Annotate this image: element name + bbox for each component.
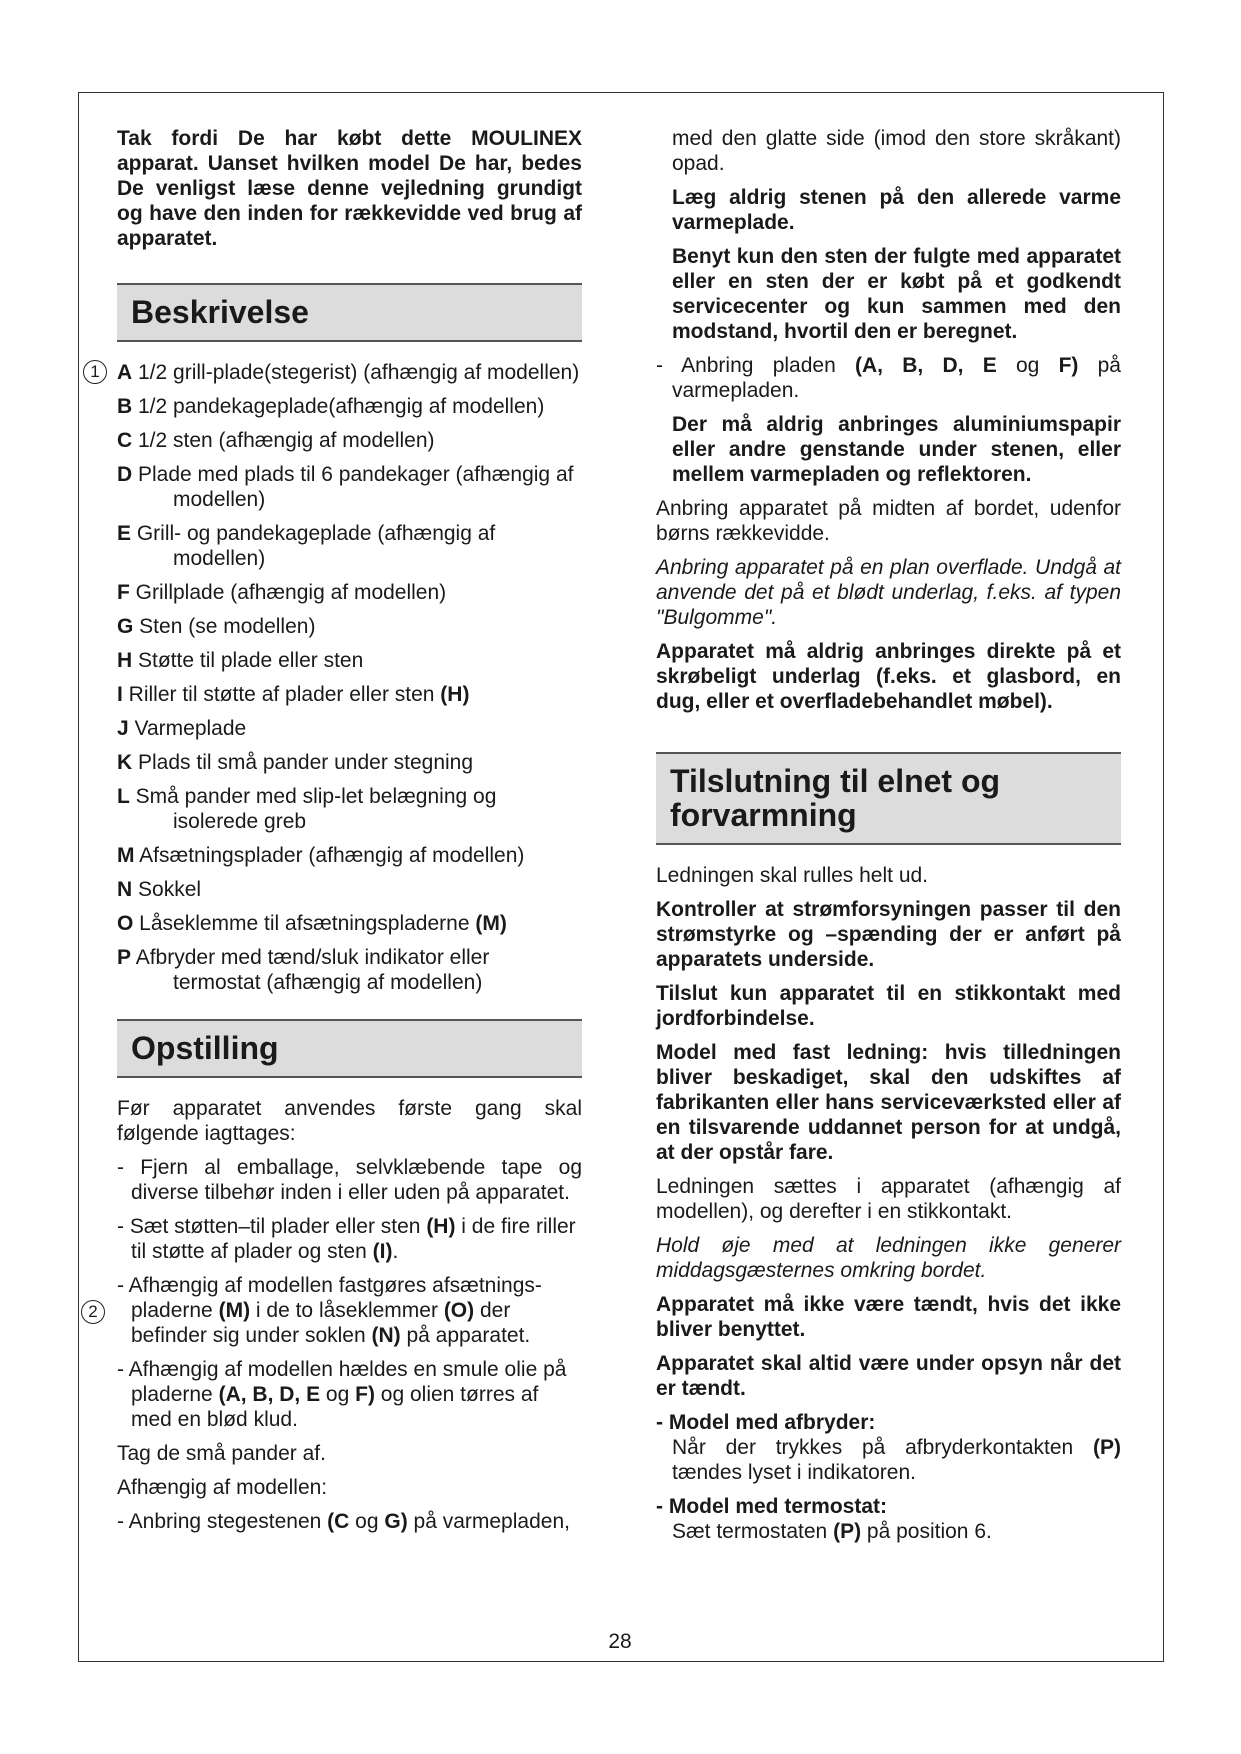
opstilling-intro: Før apparatet anvendes første gang skal følgende iagttages: <box>117 1097 582 1145</box>
opstilling-bullet-packaging: - Fjern al emballage, selvklæbende tape og diverse tilbehør inden i eller uden på apparatet. <box>117 1156 582 1204</box>
description-item-text: 1/2 pandekageplade(afhængig af modellen) <box>132 395 545 418</box>
description-item-letter: C <box>117 429 133 452</box>
description-item-letter: E <box>117 522 132 545</box>
description-item <box>117 911 582 936</box>
description-item-letter: M <box>117 844 135 867</box>
section-heading-tilslutning: Tilslutning til elnet og forvarmning <box>656 752 1121 845</box>
description-item <box>117 394 582 419</box>
bullet-place-plate: - Anbring pladen (A, B, D, E og F) på varmepladen. <box>656 354 1121 402</box>
description-item-text: Låseklemme til afsætningspladerne <box>133 912 476 935</box>
warning-fixed-cord: Model med fast ledning: hvis tilledningen bliver beskadiget, skal den udskiftes af fabrikanten eller hans serviceværksted eller af en tilsvarende uddannet person for at undgå, at der opstår fare. <box>656 1041 1121 1164</box>
description-item-letter: A <box>117 361 133 384</box>
model-switch-block <box>656 1410 1121 1485</box>
section-heading-opstilling: Opstilling <box>117 1019 582 1078</box>
left-column <box>88 126 582 1543</box>
description-item-letter: N <box>117 878 133 901</box>
opstilling-para-pans: Tag de små pander af. <box>117 1442 326 1465</box>
description-item-letter: G <box>117 615 134 638</box>
description-item-text: Sten (se modellen) <box>133 615 316 638</box>
description-item-ref: (H) <box>440 683 470 706</box>
description-item-text: Varmeplade <box>128 717 247 740</box>
description-item <box>117 750 582 775</box>
description-item-text: Små pander med slip-let belægning og isolerede greb <box>129 785 497 833</box>
description-item <box>117 462 582 512</box>
warning-power-supply: Kontroller at strømforsyningen passer til den strømstyrke og –spænding der er anført på apparatets underside. <box>656 898 1121 971</box>
description-item <box>117 784 582 834</box>
opstilling-bullet-plates: 2 - Afhængig af modellen fastgøres afsætnings-pladerne (M) i de to låseklemmer (O) der befinder sig under soklen (N) på apparatet. <box>117 1273 582 1348</box>
description-item-text: Riller til støtte af plader eller sten <box>122 683 441 706</box>
model-thermostat-text: Sæt termostaten (P) på position 6. <box>672 1520 992 1543</box>
description-item-text: Afsætningsplader (afhængig af modellen) <box>134 844 525 867</box>
description-item <box>117 945 582 995</box>
right-continuation: med den glatte side (imod den store skråkant) opad. <box>672 127 1121 175</box>
warning-fragile-surface: Apparatet må aldrig anbringes direkte på et skrøbeligt underlag (f.eks. et glasbord, en dug, eller et overfladebehandlet møbel). <box>656 640 1121 713</box>
italic-flat-surface: Anbring apparatet på en plan overflade. Undgå at anvende det på et blødt underlag, f.eks. af typen "Bulgomme". <box>656 556 1121 629</box>
right-column <box>656 126 1121 1544</box>
warning-stone-only: Benyt kun den sten der fulgte med apparatet eller en sten der er købt på et godkendt servicecenter og kun sammen med den modstand, hvortil den er beregnet. <box>672 245 1121 343</box>
warning-hot-plate: Læg aldrig stenen på den allerede varme varmeplade. <box>672 186 1121 234</box>
section-heading-beskrivelse: Beskrivelse <box>117 283 582 342</box>
para-unroll-cord: Ledningen skal rulles helt ud. <box>656 864 929 887</box>
description-item <box>117 716 582 741</box>
model-switch-title: - Model med afbryder: <box>656 1411 876 1434</box>
description-item <box>117 521 582 571</box>
description-item <box>117 877 582 902</box>
description-list <box>90 360 582 995</box>
opstilling-bullet-support: - Sæt støtten–til plader eller sten (H) i de fire riller til støtte af plader og sten (I). <box>117 1215 576 1263</box>
description-item-text: Støtte til plade eller sten <box>132 649 364 672</box>
description-item <box>117 614 582 639</box>
description-item <box>117 843 582 868</box>
figure-reference-1: 1 <box>83 360 107 384</box>
para-insert-cord: Ledningen sættes i apparatet (afhængig af modellen), og derefter i en stikkontakt. <box>656 1175 1121 1223</box>
description-item <box>117 428 582 453</box>
description-item-letter: O <box>117 912 134 935</box>
page-number: 28 <box>608 1630 632 1653</box>
opstilling-para-model: Afhængig af modellen: <box>117 1476 328 1499</box>
description-item-letter: P <box>117 946 132 969</box>
description-item-letter: B <box>117 395 133 418</box>
description-item-letter: H <box>117 649 133 672</box>
description-item-letter: F <box>117 581 130 604</box>
description-item-text: Plade med plads til 6 pandekager (afhængig af modellen) <box>132 463 574 511</box>
description-item <box>117 682 582 707</box>
description-item-ref: (M) <box>475 912 507 935</box>
warning-supervision: Apparatet skal altid være under opsyn når det er tændt. <box>656 1352 1121 1400</box>
warning-aluminium: Der må aldrig anbringes aluminiumspapir eller andre genstande under stenen, eller mellem varmepladen og reflektoren. <box>672 413 1121 486</box>
figure-reference-2: 2 <box>81 1300 105 1324</box>
model-switch-text: Når der trykkes på afbryderkontakten (P) tændes lyset i indikatoren. <box>672 1436 1121 1484</box>
description-item <box>117 580 582 605</box>
description-item-letter: K <box>117 751 133 774</box>
warning-not-on-unused: Apparatet må ikke være tændt, hvis det ikke bliver benyttet. <box>656 1293 1121 1341</box>
model-thermostat-title: - Model med termostat: <box>656 1495 888 1518</box>
description-item-letter: J <box>117 717 129 740</box>
description-item-text: Grillplade (afhængig af modellen) <box>129 581 447 604</box>
italic-cord-guests: Hold øje med at ledningen ikke generer middagsgæsternes omkring bordet. <box>656 1234 1121 1282</box>
description-item-text: Sokkel <box>132 878 202 901</box>
description-item <box>90 360 582 385</box>
opstilling-bullet-stone: - Anbring stegestenen (C og G) på varmepladen, <box>117 1510 570 1533</box>
description-item-text: Plads til små pander under stegning <box>132 751 474 774</box>
para-center-table: Anbring apparatet på midten af bordet, udenfor børns rækkevidde. <box>656 497 1121 545</box>
description-item-text: 1/2 grill-plade(stegerist) (afhængig af modellen) <box>132 361 580 384</box>
description-item <box>117 648 582 673</box>
description-item-letter: L <box>117 785 130 808</box>
intro-text: Tak fordi De har købt dette MOULINEX apparat. Uanset hvilken model De har, bedes De venligst læse denne vejledning grundigt og have den inden for rækkevidde ved brug af apparatet. <box>117 127 582 250</box>
warning-earthed-socket: Tilslut kun apparatet til en stikkontakt med jordforbindelse. <box>656 982 1121 1030</box>
description-item-letter: D <box>117 463 133 486</box>
description-item-letter: I <box>117 683 123 706</box>
model-thermostat-block <box>656 1494 1121 1544</box>
description-item-text: Afbryder med tænd/sluk indikator eller termostat (afhængig af modellen) <box>131 946 490 994</box>
opstilling-bullet-oil: - Afhængig af modellen hældes en smule olie på pladerne (A, B, D, E og F) og olien tørres af med en blød klud. <box>117 1358 567 1431</box>
description-item-text: Grill- og pandekageplade (afhængig af modellen) <box>131 522 496 570</box>
description-item-text: 1/2 sten (afhængig af modellen) <box>132 429 435 452</box>
